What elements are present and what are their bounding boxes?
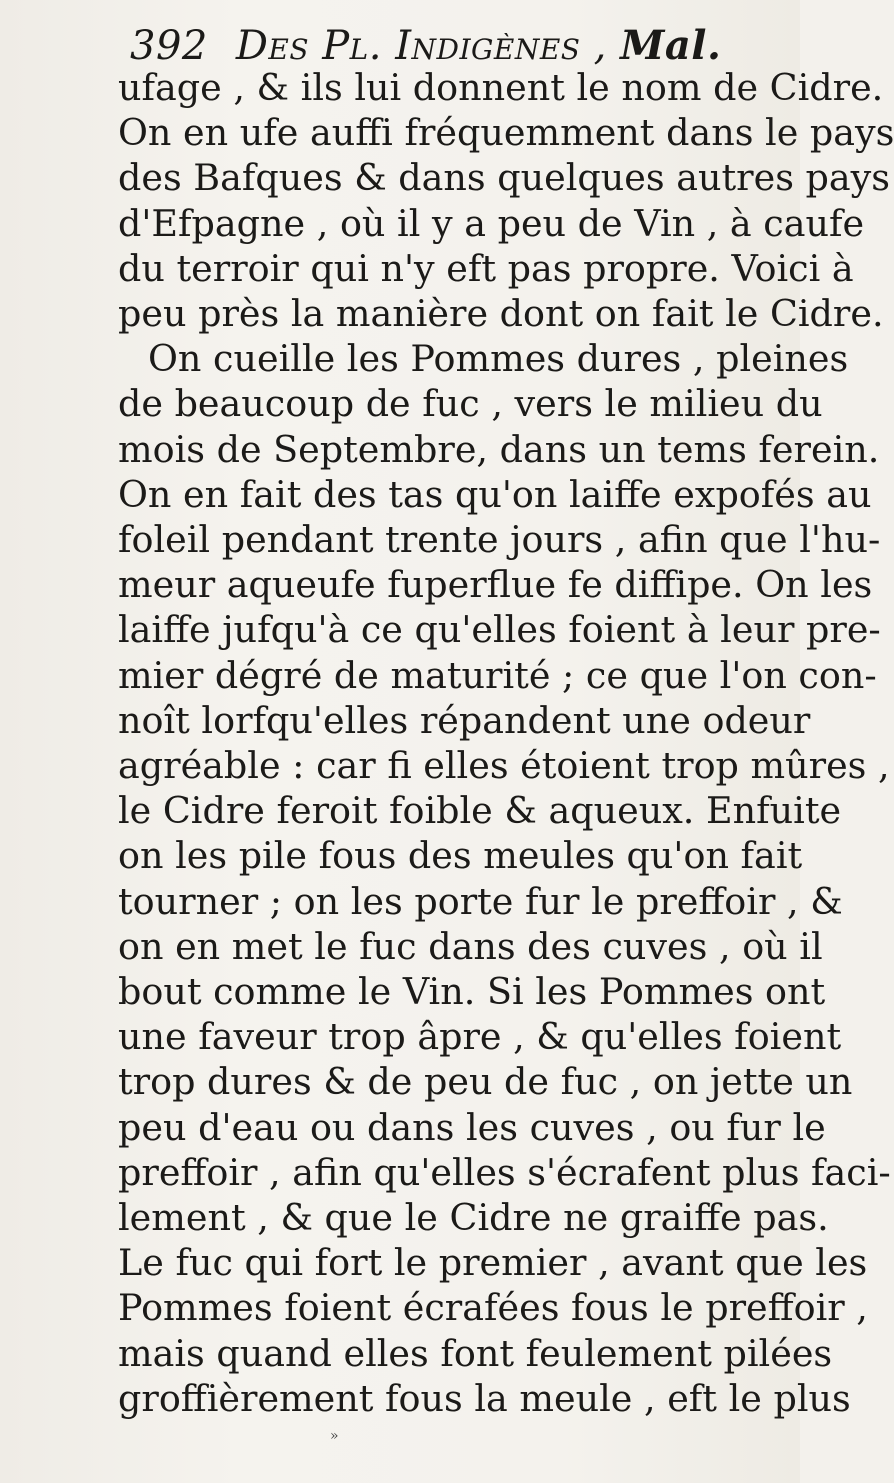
text-line: peu d'eau ou dans les cuves , ou fur le (118, 1105, 826, 1149)
text-line: on en met le fuc dans des cuves , où il (118, 924, 823, 968)
text-line: agréable : car fi elles étoient trop mûres , (118, 744, 890, 787)
running-header (130, 22, 780, 70)
text-line: peu près la manière dont on fait le Cidre. (118, 292, 884, 335)
text-line: laiffe jufqu'à ce qu'elles foient à leur pre- (118, 608, 881, 652)
running-title: Des Pl. Indigènes , (235, 23, 607, 69)
text-line: mais quand elles font feulement pilées (118, 1331, 833, 1375)
page-number: 392 (130, 23, 208, 69)
running-section: Mal. (620, 22, 722, 69)
text-line: tourner ; on les porte fur le preffoir , & (118, 879, 843, 923)
text-line: meur aqueufe fuperflue fe diffipe. On les (118, 563, 873, 607)
text-line: ufage , & ils lui donnent le nom de Cidre. (118, 66, 884, 109)
text-line: de beaucoup de fuc , vers le milieu du (118, 382, 823, 426)
text-line: on les pile fous des meules qu'on fait (118, 834, 803, 878)
text-line: noît lorfqu'elles répandent une odeur (118, 698, 811, 742)
text-line: foleil pendant trente jours , afin que l'hu- (118, 518, 881, 561)
text-line: On cueille les Pommes dures , pleines (148, 337, 849, 381)
text-line: On en ufe auffi fréquemment dans le pays (118, 111, 894, 155)
text-line: mois de Septembre, dans un tems ferein. (118, 427, 880, 471)
text-line: lement , & que le Cidre ne graiffe pas. (118, 1196, 829, 1239)
text-line: du terroir qui n'y eft pas propre. Voici à (118, 246, 854, 290)
text-line: mier dégré de maturité ; ce que l'on con- (118, 653, 877, 697)
text-line: une faveur trop âpre , & qu'elles foient (118, 1015, 842, 1059)
text-line: Le fuc qui fort le premier , avant que les (118, 1241, 868, 1285)
text-line: bout comme le Vin. Si les Pommes ont (118, 970, 826, 1013)
text-line: On en fait des tas qu'on laiffe expofés au (118, 472, 872, 516)
text-line: d'Efpagne , où il y a peu de Vin , à caufe (118, 201, 865, 245)
text-line: le Cidre feroit foible & aqueux. Enfuite (118, 789, 842, 833)
text-line: preffoir , afin qu'elles s'écrafent plus faci- (118, 1150, 891, 1194)
text-line: trop dures & de peu de fuc , on jette un (118, 1060, 853, 1104)
text-line: Pommes foient écrafées fous le preffoir , (118, 1286, 868, 1330)
text-line: des Bafques & dans quelques autres pays (118, 156, 891, 200)
catchword-mark: » (330, 1428, 339, 1444)
text-line: groffièrement fous la meule , eft le plus (118, 1376, 851, 1420)
